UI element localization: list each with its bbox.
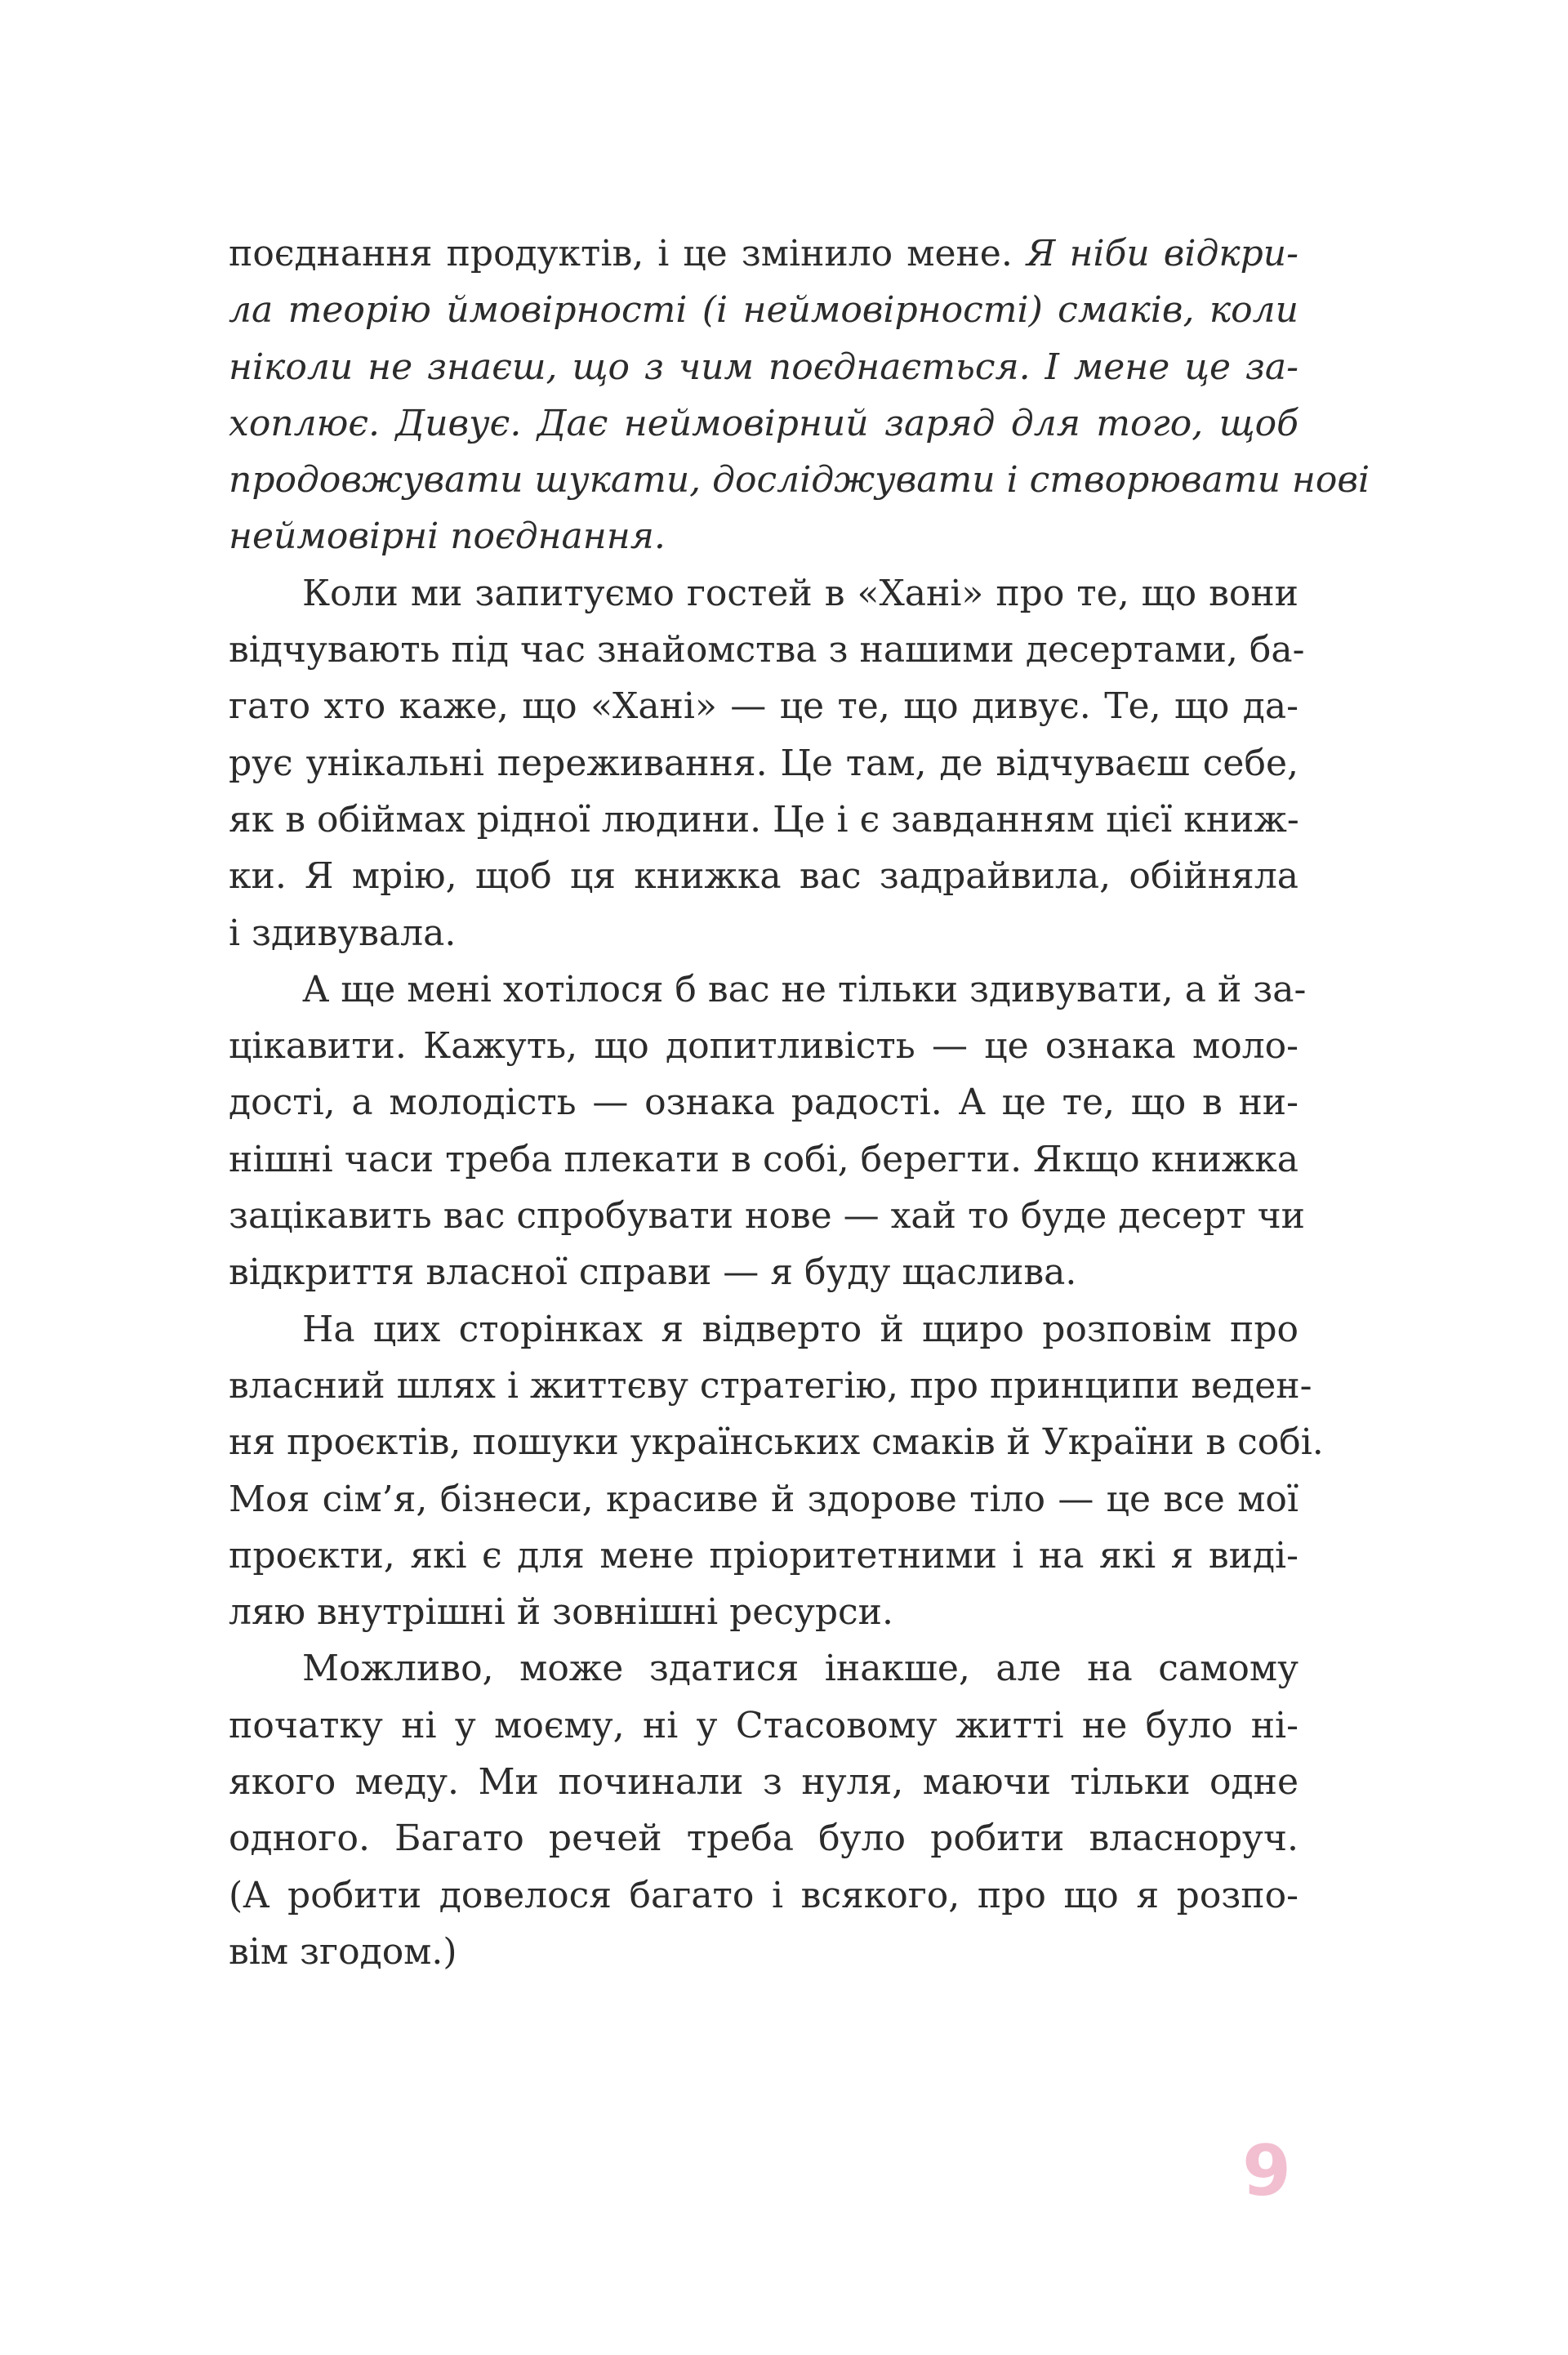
text-line bbox=[229, 1188, 1306, 1244]
text-segment: Коли ми запитуємо гостей в «Хані» про те, що вони bbox=[302, 572, 1298, 614]
text-segment: одного. Багато речей треба було робити власноруч. bbox=[229, 1818, 1298, 1860]
text-line bbox=[229, 1584, 1298, 1640]
text-segment: поєднання продуктів, і це змінило мене. bbox=[229, 233, 1027, 274]
text-segment: зацікавить вас спробувати нове — хай то буде десерт чи bbox=[229, 1195, 1306, 1238]
text-line bbox=[229, 905, 1298, 961]
text-segment: Моя сім’я, бізнеси, красиве й здорове тіло — це все мої bbox=[229, 1478, 1298, 1520]
text-segment: цікавити. Кажуть, що допитливість — це ознака моло- bbox=[229, 1025, 1298, 1068]
text-segment: ня проєктів, пошуки українських смаків й України в собі. bbox=[229, 1421, 1324, 1464]
text-line bbox=[229, 1018, 1298, 1074]
italic-text-segment: Я ніби відкри- bbox=[1026, 233, 1298, 274]
text-segment: власний шлях і життєву стратегію, про принципи веден- bbox=[229, 1364, 1312, 1407]
italic-text-segment: продовжувати шукати, досліджувати і створювати нові bbox=[229, 459, 1370, 502]
text-line bbox=[229, 1924, 1298, 1980]
text-line bbox=[229, 339, 1298, 395]
text-line bbox=[229, 565, 1298, 622]
text-segment: рує унікальні переживання. Це там, де відчуваєш себе, bbox=[229, 742, 1298, 784]
text-line bbox=[229, 848, 1298, 904]
text-line bbox=[229, 508, 1298, 564]
text-line bbox=[229, 1301, 1298, 1358]
text-line bbox=[229, 282, 1298, 338]
text-line bbox=[229, 395, 1298, 452]
text-line bbox=[229, 1074, 1298, 1131]
text-line bbox=[229, 1131, 1298, 1188]
text-line bbox=[229, 961, 1307, 1018]
text-line bbox=[229, 678, 1298, 734]
text-line bbox=[229, 735, 1298, 792]
text-segment: гато хто каже, що «Хані» — це те, що дивує. Те, що да- bbox=[229, 685, 1298, 728]
text-line bbox=[229, 1244, 1298, 1300]
text-line bbox=[229, 225, 1298, 282]
text-segment: і здивувала. bbox=[229, 912, 457, 954]
text-segment: відчувають під час знайомства з нашими десертами, ба- bbox=[229, 629, 1305, 671]
italic-text-segment: хоплює. Дивує. Дає неймовірний заряд для того, щоб bbox=[229, 402, 1298, 444]
page-number: 9 bbox=[1242, 2130, 1291, 2212]
text-segment: На цих сторінках я відверто й щиро розповім про bbox=[302, 1308, 1298, 1350]
text-segment: (А робити довелося багато і всякого, про що я розпо- bbox=[229, 1874, 1298, 1916]
text-line bbox=[229, 1640, 1298, 1697]
text-segment: відкриття власної справи — я буду щаслива. bbox=[229, 1251, 1077, 1294]
text-line bbox=[229, 622, 1305, 678]
paragraph bbox=[229, 961, 1307, 1301]
text-segment: проєкти, які є для мене пріоритетними і на які я виді- bbox=[229, 1534, 1298, 1577]
text-line bbox=[229, 1358, 1312, 1414]
text-segment: Можливо, може здатися інакше, але на самому bbox=[302, 1648, 1298, 1690]
text-segment: як в обіймах рідної людини. Це і є завданням цієї книж- bbox=[229, 798, 1299, 841]
text-line bbox=[229, 1867, 1298, 1924]
text-segment: А ще мені хотілося б вас не тільки здивувати, а й за- bbox=[302, 968, 1307, 1010]
text-segment: нішні часи треба плекати в собі, берегти. Якщо книжка bbox=[229, 1138, 1298, 1180]
text-line bbox=[229, 1414, 1324, 1470]
text-line bbox=[229, 452, 1370, 508]
text-segment: якого меду. Ми починали з нуля, маючи тільки одне bbox=[229, 1761, 1298, 1804]
italic-text-segment: ла теорію ймовірності (і неймовірності) смаків, коли bbox=[229, 289, 1298, 332]
text-line bbox=[229, 1471, 1298, 1528]
paragraph bbox=[229, 565, 1305, 961]
text-line bbox=[229, 1697, 1298, 1754]
text-segment: дості, а молодість — ознака радості. А це те, що в ни- bbox=[229, 1082, 1298, 1124]
text-line bbox=[229, 1754, 1298, 1810]
text-line bbox=[229, 1810, 1298, 1867]
paragraph bbox=[229, 225, 1370, 565]
text-segment: вім згодом.) bbox=[229, 1930, 457, 1973]
italic-text-segment: ніколи не знаєш, що з чим поєднається. І мене це за- bbox=[229, 346, 1298, 388]
body-text bbox=[229, 225, 1370, 1980]
text-segment: початку ні у моєму, ні у Стасовому житті не було ні- bbox=[229, 1704, 1298, 1746]
text-segment: ляю внутрішні й зовнішні ресурси. bbox=[229, 1591, 893, 1634]
text-line bbox=[229, 1528, 1298, 1584]
text-line bbox=[229, 792, 1298, 848]
text-segment: ки. Я мрію, щоб ця книжка вас задрайвила, обійняла bbox=[229, 855, 1298, 898]
paragraph bbox=[229, 1301, 1324, 1641]
paragraph bbox=[229, 1640, 1298, 1980]
italic-text-segment: неймовірні поєднання. bbox=[229, 515, 666, 558]
